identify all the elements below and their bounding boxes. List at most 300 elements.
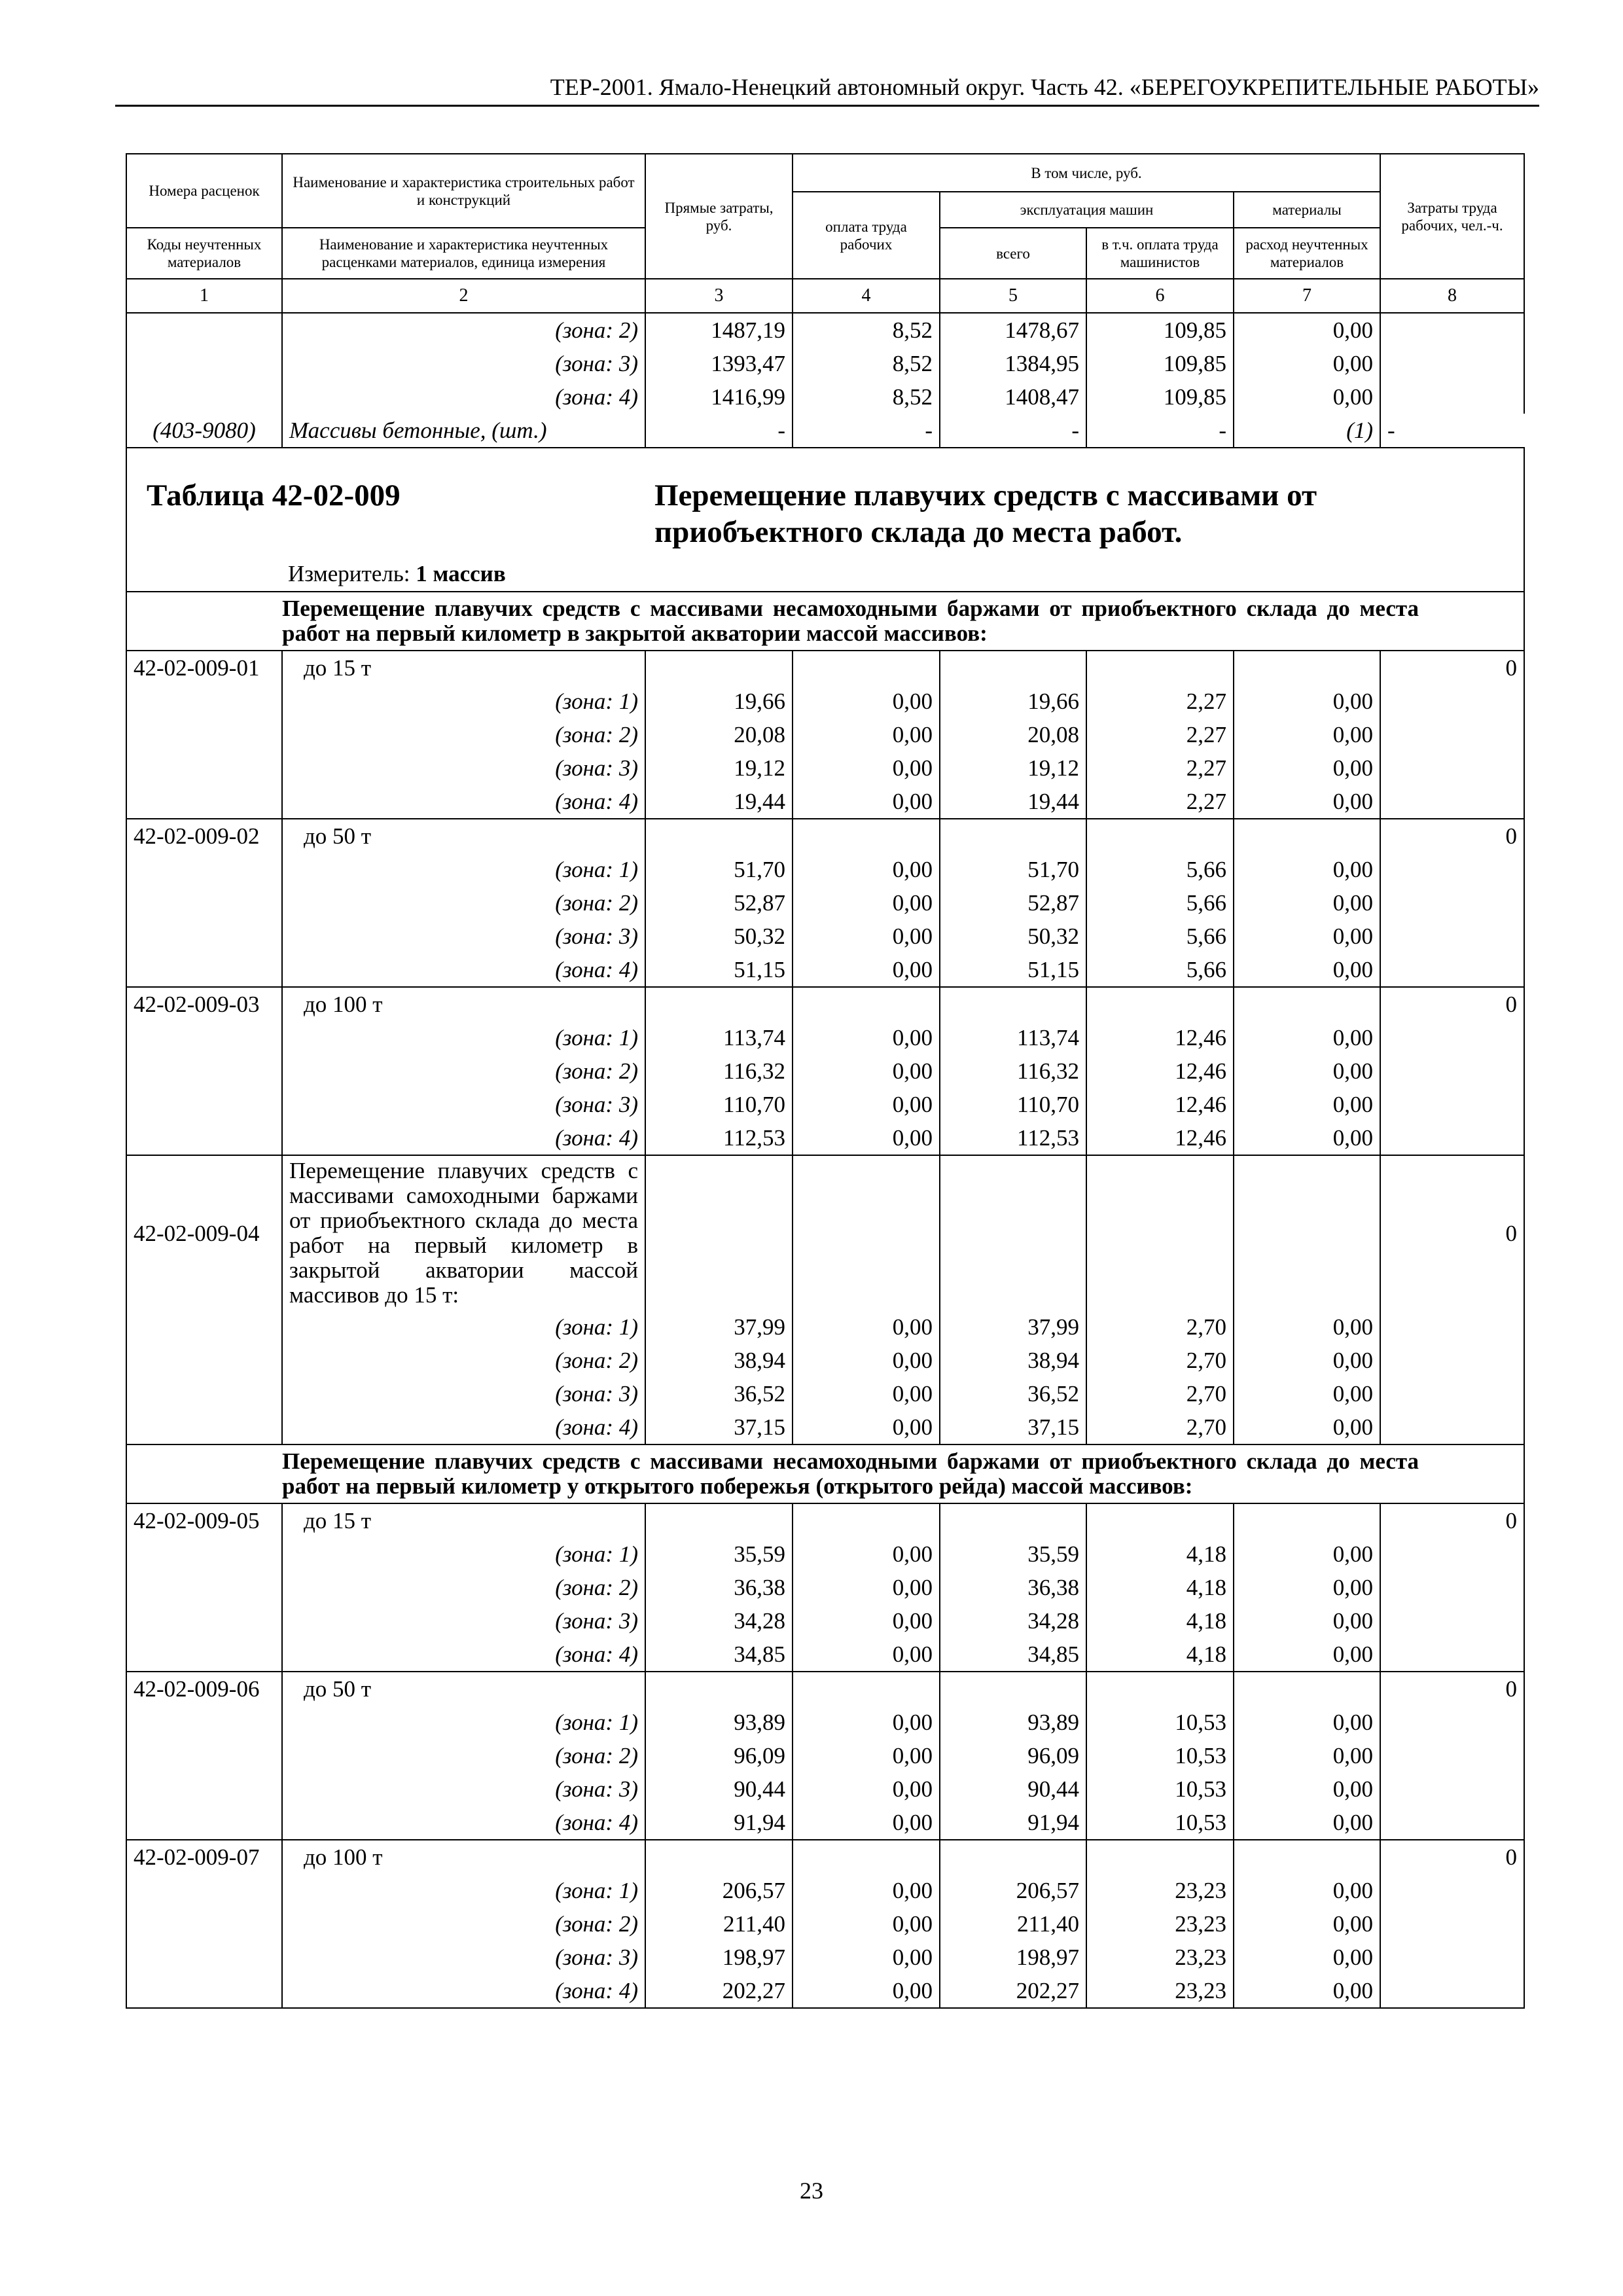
zone-label: (зона: 3) (282, 347, 645, 380)
worker-pay-cell: 0,00 (793, 1571, 940, 1604)
direct-costs-cell: 1416,99 (645, 380, 793, 414)
worker-pay-cell: 0,00 (793, 1088, 940, 1121)
materials-cell: 0,00 (1234, 1874, 1380, 1907)
rate-item-row (126, 1503, 1524, 1537)
table-title: Перемещение плавучих средств с массивами от приобъектного склада до места работ. (654, 478, 1317, 549)
machines-total-cell: 36,38 (940, 1571, 1086, 1604)
zone-label: (зона: 2) (282, 1907, 645, 1941)
zone-label: (зона: 1) (282, 853, 645, 886)
zone-row (126, 751, 1524, 785)
empty-cell (645, 819, 793, 853)
machines-total-cell: 50,32 (940, 920, 1086, 953)
empty-cell (793, 1503, 940, 1537)
table-title-block (126, 448, 1524, 592)
col-header-including: В том числе, руб. (793, 154, 1380, 192)
column-number: 4 (793, 279, 940, 313)
machinist-pay-cell: 109,85 (1086, 347, 1234, 380)
zone-label: (зона: 3) (282, 1604, 645, 1638)
rate-code-cell (126, 751, 282, 785)
machinist-pay-cell: 23,23 (1086, 1974, 1234, 2008)
zone-label: (зона: 1) (282, 1874, 645, 1907)
zone-label: (зона: 2) (282, 1739, 645, 1772)
labor-hours-cell (1380, 1571, 1524, 1604)
machinist-pay-cell: 5,66 (1086, 920, 1234, 953)
materials-cell: 0,00 (1234, 886, 1380, 920)
direct-costs-cell: 34,28 (645, 1604, 793, 1638)
zone-row (126, 1772, 1524, 1806)
rate-code-cell (126, 1121, 282, 1155)
carry-over-row (126, 347, 1524, 380)
empty-cell (1234, 987, 1380, 1021)
rate-code-cell (126, 853, 282, 886)
labor-hours-cell (1380, 751, 1524, 785)
zone-row (126, 1410, 1524, 1444)
rate-code-cell (126, 1772, 282, 1806)
material-value-cell: - (645, 414, 793, 448)
zone-row (126, 1088, 1524, 1121)
materials-cell: 0,00 (1234, 751, 1380, 785)
worker-pay-cell: 0,00 (793, 1054, 940, 1088)
direct-costs-cell: 34,85 (645, 1638, 793, 1672)
direct-costs-cell: 51,70 (645, 853, 793, 886)
worker-pay-cell: 0,00 (793, 1806, 940, 1840)
column-number: 7 (1234, 279, 1380, 313)
worker-pay-cell: 0,00 (793, 718, 940, 751)
labor-hours-cell: 0 (1380, 1672, 1524, 1706)
labor-hours-cell (1380, 1772, 1524, 1806)
zone-row (126, 1344, 1524, 1377)
materials-cell: 0,00 (1234, 1088, 1380, 1121)
machines-total-cell: 37,99 (940, 1310, 1086, 1344)
labor-hours-cell (1380, 380, 1524, 414)
empty-cell (1086, 1672, 1234, 1706)
zone-row (126, 1054, 1524, 1088)
machines-total-cell: 91,94 (940, 1806, 1086, 1840)
rate-name: до 100 т (282, 987, 645, 1021)
worker-pay-cell: 0,00 (793, 1706, 940, 1739)
labor-hours-cell: 0 (1380, 987, 1524, 1021)
running-header: ТЕР-2001. Ямало-Ненецкий автономный округ. Часть 42. «БЕРЕГОУКРЕПИТЕЛЬНЫЕ РАБОТЫ» (550, 74, 1539, 100)
labor-hours-cell (1380, 1310, 1524, 1344)
rate-item-row (126, 819, 1524, 853)
empty-cell (940, 819, 1086, 853)
zone-label: (зона: 1) (282, 685, 645, 718)
labor-hours-cell (1380, 1706, 1524, 1739)
rate-code-cell (126, 920, 282, 953)
zone-label: (зона: 2) (282, 1571, 645, 1604)
rate-item-row (126, 1840, 1524, 1874)
materials-cell: 0,00 (1234, 1974, 1380, 2008)
machines-total-cell: 51,70 (940, 853, 1086, 886)
empty-cell (1086, 1503, 1234, 1537)
empty-cell (793, 1840, 940, 1874)
group-header-row (126, 1444, 1524, 1503)
material-value-cell: (1) (1234, 414, 1380, 448)
worker-pay-cell: 0,00 (793, 751, 940, 785)
rates-table (126, 153, 1525, 2009)
zone-label: (зона: 4) (282, 1974, 645, 2008)
zone-label: (зона: 4) (282, 1806, 645, 1840)
direct-costs-cell: 113,74 (645, 1021, 793, 1054)
worker-pay-cell: 0,00 (793, 920, 940, 953)
table-title-row (126, 448, 1524, 592)
direct-costs-cell: 202,27 (645, 1974, 793, 2008)
rate-item-row (126, 651, 1524, 685)
machinist-pay-cell: 10,53 (1086, 1806, 1234, 1840)
rate-code-cell (126, 1571, 282, 1604)
carry-over-row (126, 313, 1524, 347)
machines-total-cell: 1408,47 (940, 380, 1086, 414)
zone-label: (зона: 4) (282, 380, 645, 414)
empty-cell (645, 987, 793, 1021)
col-header-work-name: Наименование и характеристика строительных работ и конструкций (282, 154, 645, 228)
worker-pay-cell: 8,52 (793, 347, 940, 380)
worker-pay-cell: 0,00 (793, 685, 940, 718)
zone-row (126, 1121, 1524, 1155)
labor-hours-cell (1380, 785, 1524, 819)
empty-cell (1234, 1840, 1380, 1874)
machines-total-cell: 52,87 (940, 886, 1086, 920)
zone-row (126, 1706, 1524, 1739)
machinist-pay-cell: 2,27 (1086, 785, 1234, 819)
machines-total-cell: 38,94 (940, 1344, 1086, 1377)
materials-cell: 0,00 (1234, 1054, 1380, 1088)
rate-name: до 15 т (282, 1503, 645, 1537)
machinist-pay-cell: 10,53 (1086, 1739, 1234, 1772)
zone-row (126, 1377, 1524, 1410)
material-row (126, 414, 1524, 448)
zone-label: (зона: 2) (282, 313, 645, 347)
zone-label: (зона: 3) (282, 1377, 645, 1410)
worker-pay-cell: 0,00 (793, 1907, 940, 1941)
empty-cell (940, 651, 1086, 685)
col-header-rate-numbers: Номера расценок (126, 154, 282, 228)
zone-row (126, 1739, 1524, 1772)
zone-label: (зона: 3) (282, 920, 645, 953)
labor-hours-cell: 0 (1380, 651, 1524, 685)
rate-code-cell (126, 1806, 282, 1840)
rate-name: до 15 т (282, 651, 645, 685)
machinist-pay-cell: 4,18 (1086, 1604, 1234, 1638)
materials-cell: 0,00 (1234, 1537, 1380, 1571)
machines-total-cell: 19,44 (940, 785, 1086, 819)
machinist-pay-cell: 2,27 (1086, 718, 1234, 751)
rate-code-cell (126, 1706, 282, 1739)
column-number: 5 (940, 279, 1086, 313)
empty-cell (645, 1155, 793, 1310)
col-header-material-names: Наименование и характеристика неучтенных расценками материалов, единица измерения (282, 228, 645, 279)
zone-row (126, 953, 1524, 987)
materials-cell: 0,00 (1234, 347, 1380, 380)
zone-label: (зона: 1) (282, 1310, 645, 1344)
labor-hours-cell: 0 (1380, 1155, 1524, 1310)
column-number: 8 (1380, 279, 1524, 313)
materials-cell: 0,00 (1234, 953, 1380, 987)
machinist-pay-cell: 2,27 (1086, 751, 1234, 785)
direct-costs-cell: 52,87 (645, 886, 793, 920)
material-code: (403-9080) (126, 414, 282, 448)
column-number: 3 (645, 279, 793, 313)
material-name: Массивы бетонные, (шт.) (282, 414, 645, 448)
direct-costs-cell: 198,97 (645, 1941, 793, 1974)
rate-code-cell (126, 886, 282, 920)
rate-code: 42-02-009-06 (126, 1672, 282, 1706)
rate-name: до 100 т (282, 1840, 645, 1874)
worker-pay-cell: 0,00 (793, 1638, 940, 1672)
column-number: 1 (126, 279, 282, 313)
materials-cell: 0,00 (1234, 1377, 1380, 1410)
col-header-worker-pay: оплата труда рабочих (793, 192, 940, 279)
group-spacer (126, 592, 282, 651)
group-spacer (126, 1444, 282, 1503)
materials-cell: 0,00 (1234, 785, 1380, 819)
labor-hours-cell (1380, 1739, 1524, 1772)
labor-hours-cell (1380, 347, 1524, 380)
empty-cell (1234, 1155, 1380, 1310)
rate-item-row (126, 1672, 1524, 1706)
machines-total-cell: 211,40 (940, 1907, 1086, 1941)
rate-code: 42-02-009-02 (126, 819, 282, 853)
material-value-cell: - (940, 414, 1086, 448)
worker-pay-cell: 0,00 (793, 853, 940, 886)
rate-code-cell (126, 1638, 282, 1672)
machinist-pay-cell: 5,66 (1086, 886, 1234, 920)
labor-hours-cell (1380, 1806, 1524, 1840)
rate-code-cell (126, 380, 282, 414)
col-header-machines-total: всего (940, 228, 1086, 279)
machinist-pay-cell: 4,18 (1086, 1571, 1234, 1604)
zone-row (126, 1021, 1524, 1054)
machines-total-cell: 51,15 (940, 953, 1086, 987)
machines-total-cell: 34,28 (940, 1604, 1086, 1638)
worker-pay-cell: 0,00 (793, 1941, 940, 1974)
zone-label: (зона: 3) (282, 1941, 645, 1974)
zone-label: (зона: 2) (282, 718, 645, 751)
machinist-pay-cell: 12,46 (1086, 1054, 1234, 1088)
direct-costs-cell: 93,89 (645, 1706, 793, 1739)
direct-costs-cell: 90,44 (645, 1772, 793, 1806)
zone-label: (зона: 4) (282, 1121, 645, 1155)
labor-hours-cell (1380, 1088, 1524, 1121)
machines-total-cell: 20,08 (940, 718, 1086, 751)
rate-code: 42-02-009-03 (126, 987, 282, 1021)
materials-cell: 0,00 (1234, 1410, 1380, 1444)
direct-costs-cell: 1487,19 (645, 313, 793, 347)
rate-code: 42-02-009-01 (126, 651, 282, 685)
rate-code-cell (126, 1054, 282, 1088)
labor-hours-cell (1380, 1121, 1524, 1155)
empty-cell (940, 1672, 1086, 1706)
empty-cell (645, 651, 793, 685)
zone-row (126, 685, 1524, 718)
machinist-pay-cell: 12,46 (1086, 1121, 1234, 1155)
machinist-pay-cell: 10,53 (1086, 1772, 1234, 1806)
machinist-pay-cell: 109,85 (1086, 313, 1234, 347)
labor-hours-cell (1380, 313, 1524, 347)
page-number: 23 (800, 2178, 823, 2204)
machines-total-cell: 34,85 (940, 1638, 1086, 1672)
worker-pay-cell: 0,00 (793, 1604, 940, 1638)
machines-total-cell: 19,12 (940, 751, 1086, 785)
direct-costs-cell: 37,99 (645, 1310, 793, 1344)
zone-label: (зона: 4) (282, 953, 645, 987)
rate-code-cell (126, 1974, 282, 2008)
rate-code-cell (126, 1344, 282, 1377)
labor-hours-cell (1380, 1021, 1524, 1054)
machinist-pay-cell: 2,70 (1086, 1377, 1234, 1410)
zone-label: (зона: 2) (282, 886, 645, 920)
worker-pay-cell: 8,52 (793, 313, 940, 347)
rate-code: 42-02-009-05 (126, 1503, 282, 1537)
rate-item-row (126, 987, 1524, 1021)
zone-row (126, 785, 1524, 819)
machinist-pay-cell: 5,66 (1086, 953, 1234, 987)
carry-over-row (126, 380, 1524, 414)
measure-value: 1 массив (416, 561, 506, 586)
machines-total-cell: 90,44 (940, 1772, 1086, 1806)
zone-row (126, 1941, 1524, 1974)
material-value-cell: - (793, 414, 940, 448)
labor-hours-cell (1380, 1344, 1524, 1377)
col-header-direct-costs: Прямые затраты, руб. (645, 154, 793, 279)
measure-line (147, 557, 1517, 591)
machines-total-cell: 37,15 (940, 1410, 1086, 1444)
rate-code: 42-02-009-04 (126, 1155, 282, 1310)
zone-label: (зона: 3) (282, 1772, 645, 1806)
empty-cell (940, 1155, 1086, 1310)
direct-costs-cell: 110,70 (645, 1088, 793, 1121)
labor-hours-cell: 0 (1380, 1503, 1524, 1537)
zone-label: (зона: 4) (282, 1638, 645, 1672)
zone-row (126, 718, 1524, 751)
direct-costs-cell: 19,66 (645, 685, 793, 718)
worker-pay-cell: 0,00 (793, 886, 940, 920)
materials-cell: 0,00 (1234, 920, 1380, 953)
empty-cell (1234, 651, 1380, 685)
rate-code-cell (126, 347, 282, 380)
column-number: 2 (282, 279, 645, 313)
direct-costs-cell: 35,59 (645, 1537, 793, 1571)
worker-pay-cell: 0,00 (793, 1310, 940, 1344)
materials-cell: 0,00 (1234, 1806, 1380, 1840)
machinist-pay-cell: 5,66 (1086, 853, 1234, 886)
empty-cell (645, 1672, 793, 1706)
zone-row (126, 1310, 1524, 1344)
worker-pay-cell: 0,00 (793, 1974, 940, 2008)
rate-code-cell (126, 1088, 282, 1121)
zone-row (126, 1604, 1524, 1638)
machinist-pay-cell: 23,23 (1086, 1907, 1234, 1941)
rate-code-cell (126, 1874, 282, 1907)
materials-cell: 0,00 (1234, 1604, 1380, 1638)
machines-total-cell: 198,97 (940, 1941, 1086, 1974)
col-header-machinist-pay: в т.ч. оплата труда машинистов (1086, 228, 1234, 279)
empty-cell (940, 987, 1086, 1021)
zone-label: (зона: 3) (282, 1088, 645, 1121)
machinist-pay-cell: 2,70 (1086, 1344, 1234, 1377)
zone-label: (зона: 1) (282, 1706, 645, 1739)
direct-costs-cell: 19,44 (645, 785, 793, 819)
empty-cell (1086, 1155, 1234, 1310)
machinist-pay-cell: 2,70 (1086, 1310, 1234, 1344)
rate-code-cell (126, 1739, 282, 1772)
col-header-material-codes: Коды неучтенных материалов (126, 228, 282, 279)
materials-cell: 0,00 (1234, 1706, 1380, 1739)
labor-hours-cell (1380, 1054, 1524, 1088)
machinist-pay-cell: 2,27 (1086, 685, 1234, 718)
materials-cell: 0,00 (1234, 1021, 1380, 1054)
machinist-pay-cell: 12,46 (1086, 1088, 1234, 1121)
rate-code-cell (126, 685, 282, 718)
empty-cell (1234, 819, 1380, 853)
rate-code-cell (126, 718, 282, 751)
labor-hours-cell: 0 (1380, 1840, 1524, 1874)
material-value-cell: - (1086, 414, 1234, 448)
materials-cell: 0,00 (1234, 1638, 1380, 1672)
rate-code-cell (126, 1377, 282, 1410)
rate-code-cell (126, 1941, 282, 1974)
machinist-pay-cell: 109,85 (1086, 380, 1234, 414)
zone-label: (зона: 3) (282, 751, 645, 785)
group-header: Перемещение плавучих средств с массивами несамоходными баржами от приобъектного склада до места работ на первый километр в закрытой акватории массой массивов: (282, 592, 1524, 651)
worker-pay-cell: 0,00 (793, 1739, 940, 1772)
machines-total-cell: 206,57 (940, 1874, 1086, 1907)
zone-row (126, 1806, 1524, 1840)
empty-cell (1234, 1672, 1380, 1706)
zone-label: (зона: 4) (282, 1410, 645, 1444)
machines-total-cell: 1478,67 (940, 313, 1086, 347)
zone-row (126, 853, 1524, 886)
rate-name: до 50 т (282, 819, 645, 853)
materials-cell: 0,00 (1234, 313, 1380, 347)
zone-row (126, 1874, 1524, 1907)
labor-hours-cell (1380, 1941, 1524, 1974)
col-header-unaccounted-materials: расход неучтенных материалов (1234, 228, 1380, 279)
rates-table-container (126, 153, 1524, 2009)
worker-pay-cell: 0,00 (793, 1410, 940, 1444)
rate-item-row (126, 1155, 1524, 1310)
direct-costs-cell: 38,94 (645, 1344, 793, 1377)
col-header-materials: материалы (1234, 192, 1380, 228)
rate-code-cell (126, 1021, 282, 1054)
machinist-pay-cell: 2,70 (1086, 1410, 1234, 1444)
materials-cell: 0,00 (1234, 1121, 1380, 1155)
worker-pay-cell: 0,00 (793, 953, 940, 987)
machines-total-cell: 116,32 (940, 1054, 1086, 1088)
machines-total-cell: 1384,95 (940, 347, 1086, 380)
header-rule (115, 105, 1539, 107)
direct-costs-cell: 50,32 (645, 920, 793, 953)
worker-pay-cell: 0,00 (793, 1021, 940, 1054)
rate-code-cell (126, 1410, 282, 1444)
materials-cell: 0,00 (1234, 1344, 1380, 1377)
machinist-pay-cell: 23,23 (1086, 1874, 1234, 1907)
empty-cell (645, 1503, 793, 1537)
labor-hours-cell (1380, 718, 1524, 751)
worker-pay-cell: 0,00 (793, 1772, 940, 1806)
labor-hours-cell (1380, 953, 1524, 987)
machines-total-cell: 110,70 (940, 1088, 1086, 1121)
machines-total-cell: 96,09 (940, 1739, 1086, 1772)
zone-label: (зона: 2) (282, 1054, 645, 1088)
zone-row (126, 1571, 1524, 1604)
empty-cell (940, 1840, 1086, 1874)
labor-hours-cell (1380, 1377, 1524, 1410)
empty-cell (1086, 819, 1234, 853)
table-number: Таблица 42-02-009 (147, 478, 401, 512)
empty-cell (1234, 1503, 1380, 1537)
materials-cell: 0,00 (1234, 685, 1380, 718)
